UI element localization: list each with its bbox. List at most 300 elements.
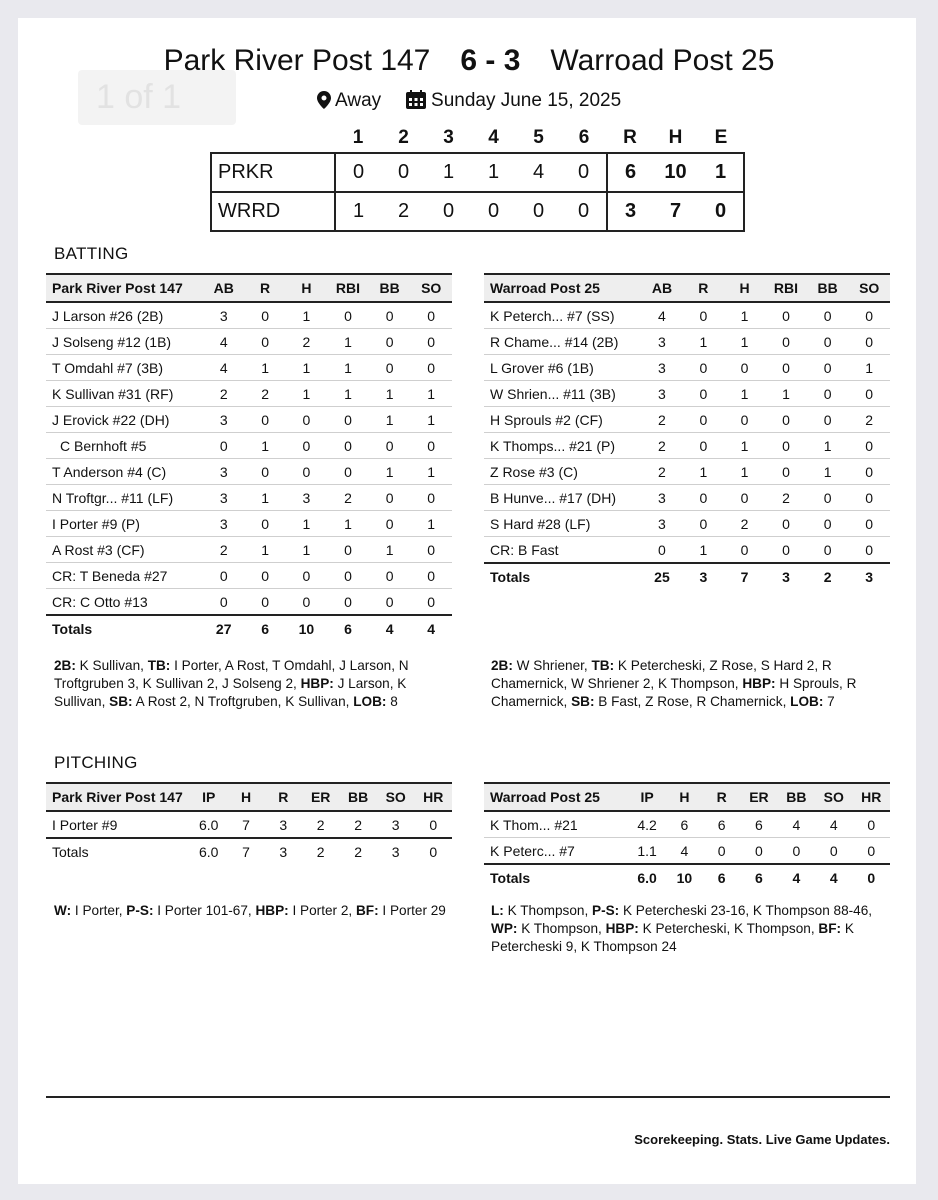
player-row bbox=[484, 485, 890, 511]
line-score-header: 4 bbox=[488, 127, 499, 148]
player-stat: 0 bbox=[683, 511, 724, 537]
totals-label: Totals bbox=[46, 838, 190, 864]
line-score-header: 2 bbox=[398, 127, 409, 148]
player-stat: 0 bbox=[683, 485, 724, 511]
player-stat: 3 bbox=[203, 485, 245, 511]
player-stat: 3 bbox=[641, 355, 683, 381]
player-stat: 1 bbox=[245, 433, 286, 459]
line-score-runs: 6 bbox=[607, 153, 653, 192]
player-stat: 1 bbox=[286, 511, 327, 537]
player-stat: 2 bbox=[245, 381, 286, 407]
line-score-inning: 0 bbox=[561, 192, 607, 231]
line-score-corner bbox=[211, 124, 335, 153]
player-stat: 2 bbox=[327, 485, 369, 511]
player-stat: 1 bbox=[848, 355, 890, 381]
player-stat: 0 bbox=[286, 589, 327, 616]
totals-stat: 6 bbox=[327, 615, 369, 641]
box-header-row bbox=[484, 274, 890, 302]
pitching-notes-park-river bbox=[54, 902, 454, 920]
note-label: HBP: bbox=[300, 676, 334, 691]
box-stat-header: IP bbox=[628, 783, 665, 811]
note-label: W: bbox=[54, 903, 72, 918]
box-stat-header: SO bbox=[377, 783, 415, 811]
note-label: BF: bbox=[818, 921, 842, 936]
player-stat: 1 bbox=[410, 407, 452, 433]
line-score-header: R bbox=[623, 127, 637, 148]
player-stat: 0 bbox=[765, 407, 807, 433]
player-row bbox=[46, 563, 452, 589]
box-stat-header: H bbox=[724, 274, 765, 302]
note-text: K Petercheski, K Thompson, bbox=[638, 921, 819, 936]
box-team-header: Park River Post 147 bbox=[46, 783, 190, 811]
note-label: P-S: bbox=[592, 903, 620, 918]
player-stat: 0 bbox=[286, 433, 327, 459]
line-score-inning: 2 bbox=[381, 192, 426, 231]
player-stat: 1 bbox=[724, 381, 765, 407]
player-stat: 1 bbox=[724, 302, 765, 329]
player-stat: 2 bbox=[203, 537, 245, 563]
line-score-inning: 1 bbox=[471, 153, 516, 192]
box-stat-header: BB bbox=[339, 783, 377, 811]
calendar-icon bbox=[406, 90, 426, 109]
batting-section-title: BATTING bbox=[54, 244, 129, 263]
player-stat: 3 bbox=[265, 811, 302, 838]
player-stat: 2 bbox=[641, 407, 683, 433]
player-stat: 0 bbox=[286, 459, 327, 485]
player-stat: 0 bbox=[369, 355, 411, 381]
note-text: J Larson, K Sullivan, bbox=[54, 676, 407, 709]
player-stat: 0 bbox=[848, 329, 890, 355]
player-stat: 0 bbox=[683, 302, 724, 329]
player-row bbox=[46, 329, 452, 355]
pitching-section-title: PITCHING bbox=[54, 753, 138, 772]
totals-stat: 4 bbox=[410, 615, 452, 641]
player-row bbox=[46, 381, 452, 407]
player-name: L Grover #6 (1B) bbox=[484, 355, 641, 381]
player-name: S Hard #28 (LF) bbox=[484, 511, 641, 537]
player-stat: 1 bbox=[286, 355, 327, 381]
game-date: Sunday June 15, 2025 bbox=[431, 90, 622, 111]
player-stat: 0 bbox=[245, 407, 286, 433]
totals-stat: 0 bbox=[853, 864, 891, 890]
player-name: CR: T Beneda #27 bbox=[46, 563, 203, 589]
line-score-inning: 0 bbox=[561, 153, 607, 192]
player-stat: 2 bbox=[641, 459, 683, 485]
location-pin-icon bbox=[317, 91, 331, 109]
player-row bbox=[46, 459, 452, 485]
player-stat: 0 bbox=[327, 407, 369, 433]
totals-stat: 6.0 bbox=[190, 838, 227, 864]
note-label: BF: bbox=[355, 903, 379, 918]
batting-notes-park-river bbox=[54, 657, 454, 711]
player-stat: 0 bbox=[724, 355, 765, 381]
note-label: WP: bbox=[491, 921, 518, 936]
note-text: I Porter 101-67, bbox=[153, 903, 256, 918]
player-stat: 0 bbox=[765, 433, 807, 459]
note-text: W Shriener, bbox=[512, 658, 592, 673]
player-name: W Shrien... #11 (3B) bbox=[484, 381, 641, 407]
totals-label: Totals bbox=[46, 615, 203, 641]
box-stat-header: H bbox=[227, 783, 264, 811]
player-row bbox=[46, 302, 452, 329]
player-stat: 0 bbox=[641, 537, 683, 564]
totals-stat: 4 bbox=[815, 864, 852, 890]
totals-label: Totals bbox=[484, 864, 628, 890]
player-stat: 0 bbox=[765, 459, 807, 485]
player-stat: 1 bbox=[683, 537, 724, 564]
player-stat: 0 bbox=[848, 485, 890, 511]
player-row bbox=[46, 355, 452, 381]
player-stat: 0 bbox=[327, 537, 369, 563]
box-stat-header: R bbox=[245, 274, 286, 302]
player-stat: 1 bbox=[245, 355, 286, 381]
player-stat: 0 bbox=[245, 459, 286, 485]
player-stat: 0 bbox=[410, 485, 452, 511]
totals-stat: 3 bbox=[377, 838, 415, 864]
player-stat: 1 bbox=[286, 537, 327, 563]
box-stat-header: R bbox=[703, 783, 740, 811]
player-stat: 2 bbox=[339, 811, 377, 838]
note-text: A Rost 2, N Troftgruben, K Sullivan, bbox=[132, 694, 354, 709]
player-stat: 0 bbox=[815, 838, 852, 865]
player-stat: 0 bbox=[724, 407, 765, 433]
note-text: K Thompson, bbox=[517, 921, 606, 936]
player-stat: 0 bbox=[327, 302, 369, 329]
line-score-row bbox=[211, 153, 744, 192]
player-stat: 0 bbox=[286, 407, 327, 433]
player-stat: 0 bbox=[327, 459, 369, 485]
line-score-header: H bbox=[668, 127, 683, 148]
player-name: H Sprouls #2 (CF) bbox=[484, 407, 641, 433]
player-stat: 0 bbox=[683, 407, 724, 433]
player-stat: 0 bbox=[807, 485, 849, 511]
player-stat: 0 bbox=[765, 537, 807, 564]
player-name: T Omdahl #7 (3B) bbox=[46, 355, 203, 381]
player-stat: 0 bbox=[369, 563, 411, 589]
game-meta bbox=[0, 90, 938, 112]
line-score-header: E bbox=[714, 127, 728, 148]
note-label: 2B: bbox=[491, 658, 513, 673]
player-stat: 3 bbox=[203, 302, 245, 329]
player-stat: 1 bbox=[369, 381, 411, 407]
player-stat: 1 bbox=[683, 329, 724, 355]
totals-stat: 27 bbox=[203, 615, 245, 641]
player-stat: 3 bbox=[641, 381, 683, 407]
player-stat: 0 bbox=[807, 329, 849, 355]
totals-row bbox=[484, 864, 890, 890]
player-stat: 3 bbox=[203, 459, 245, 485]
player-row bbox=[484, 302, 890, 329]
player-stat: 0 bbox=[683, 433, 724, 459]
totals-stat: 3 bbox=[848, 563, 890, 589]
player-stat: 4 bbox=[778, 811, 815, 838]
note-label: LOB: bbox=[790, 694, 824, 709]
away-team-name: Warroad Post 25 bbox=[550, 44, 775, 77]
player-stat: 0 bbox=[203, 589, 245, 616]
note-label: TB: bbox=[147, 658, 171, 673]
note-label: HBP: bbox=[255, 903, 289, 918]
totals-row bbox=[46, 615, 452, 641]
player-stat: 0 bbox=[683, 355, 724, 381]
totals-stat: 4 bbox=[778, 864, 815, 890]
note-label: SB: bbox=[109, 694, 133, 709]
player-stat: 0 bbox=[245, 589, 286, 616]
totals-stat: 0 bbox=[414, 838, 452, 864]
totals-row bbox=[484, 563, 890, 589]
player-stat: 0 bbox=[410, 433, 452, 459]
line-score-hits: 10 bbox=[653, 153, 698, 192]
player-stat: 0 bbox=[848, 381, 890, 407]
player-name: I Porter #9 (P) bbox=[46, 511, 203, 537]
box-team-header: Warroad Post 25 bbox=[484, 783, 628, 811]
line-score-hits: 7 bbox=[653, 192, 698, 231]
player-name: K Peterc... #7 bbox=[484, 838, 628, 865]
player-stat: 1 bbox=[410, 459, 452, 485]
player-name: C Bernhoft #5 bbox=[46, 433, 203, 459]
player-stat: 1 bbox=[410, 511, 452, 537]
player-row bbox=[484, 381, 890, 407]
note-text: K Thompson, bbox=[503, 903, 592, 918]
player-name: I Porter #9 bbox=[46, 811, 190, 838]
player-stat: 6.0 bbox=[190, 811, 227, 838]
note-label: SB: bbox=[571, 694, 595, 709]
player-stat: 0 bbox=[327, 589, 369, 616]
player-stat: 1 bbox=[724, 433, 765, 459]
note-text: 7 bbox=[823, 694, 835, 709]
box-stat-header: SO bbox=[815, 783, 852, 811]
note-text: I Porter 29 bbox=[378, 903, 446, 918]
box-stat-header: ER bbox=[740, 783, 777, 811]
line-score-errors: 0 bbox=[698, 192, 744, 231]
player-stat: 0 bbox=[848, 537, 890, 564]
box-stat-header: H bbox=[286, 274, 327, 302]
box-stat-header: BB bbox=[807, 274, 849, 302]
player-stat: 0 bbox=[740, 838, 777, 865]
player-stat: 0 bbox=[369, 433, 411, 459]
player-stat: 0 bbox=[683, 381, 724, 407]
box-stat-header: H bbox=[666, 783, 703, 811]
player-stat: 1 bbox=[765, 381, 807, 407]
player-stat: 3 bbox=[203, 511, 245, 537]
player-row bbox=[46, 511, 452, 537]
line-score-header: 6 bbox=[578, 127, 590, 148]
note-text: B Fast, Z Rose, R Chamernick, bbox=[594, 694, 791, 709]
player-stat: 2 bbox=[203, 381, 245, 407]
totals-stat: 6.0 bbox=[628, 864, 665, 890]
box-header-row bbox=[46, 783, 452, 811]
player-row bbox=[484, 511, 890, 537]
totals-stat: 10 bbox=[286, 615, 327, 641]
totals-stat: 3 bbox=[683, 563, 724, 589]
note-text: I Porter, A Rost, T Omdahl, J Larson, N Troftgruben 3, K Sullivan 2, J Solseng 2, bbox=[54, 658, 409, 691]
line-score-row bbox=[211, 192, 744, 231]
box-stat-header: RBI bbox=[327, 274, 369, 302]
player-stat: 1 bbox=[245, 485, 286, 511]
batting-table-park-river bbox=[46, 273, 452, 641]
player-stat: 0 bbox=[703, 838, 740, 865]
box-stat-header: AB bbox=[203, 274, 245, 302]
player-stat: 0 bbox=[410, 563, 452, 589]
line-score-inning: 0 bbox=[426, 192, 471, 231]
player-stat: 6 bbox=[703, 811, 740, 838]
player-stat: 3 bbox=[641, 511, 683, 537]
player-row bbox=[484, 537, 890, 564]
player-name: A Rost #3 (CF) bbox=[46, 537, 203, 563]
note-text: 8 bbox=[386, 694, 398, 709]
player-row bbox=[484, 329, 890, 355]
player-name: B Hunve... #17 (DH) bbox=[484, 485, 641, 511]
player-stat: 0 bbox=[848, 433, 890, 459]
player-stat: 2 bbox=[848, 407, 890, 433]
player-stat: 2 bbox=[641, 433, 683, 459]
player-stat: 0 bbox=[245, 511, 286, 537]
box-stat-header: BB bbox=[369, 274, 411, 302]
player-stat: 0 bbox=[369, 329, 411, 355]
box-header-row bbox=[484, 783, 890, 811]
box-team-header: Warroad Post 25 bbox=[484, 274, 641, 302]
line-score-inning: 1 bbox=[335, 192, 381, 231]
line-score-inning: 4 bbox=[516, 153, 561, 192]
game-title bbox=[0, 44, 938, 78]
player-stat: 0 bbox=[410, 329, 452, 355]
totals-stat: 2 bbox=[339, 838, 377, 864]
player-stat: 0 bbox=[369, 589, 411, 616]
player-name: J Erovick #22 (DH) bbox=[46, 407, 203, 433]
player-row bbox=[46, 589, 452, 616]
player-stat: 0 bbox=[807, 302, 849, 329]
player-stat: 4.2 bbox=[628, 811, 665, 838]
player-stat: 0 bbox=[724, 537, 765, 564]
line-score-header: 3 bbox=[443, 127, 454, 148]
player-stat: 0 bbox=[807, 511, 849, 537]
note-text: K Petercheski 23-16, K Thompson 88-46, bbox=[619, 903, 873, 918]
note-text: H Sprouls, R Chamernick, bbox=[491, 676, 857, 709]
player-stat: 1 bbox=[410, 381, 452, 407]
player-stat: 0 bbox=[245, 563, 286, 589]
totals-stat: 6 bbox=[740, 864, 777, 890]
box-stat-header: R bbox=[683, 274, 724, 302]
player-stat: 0 bbox=[848, 302, 890, 329]
player-stat: 0 bbox=[245, 329, 286, 355]
player-stat: 0 bbox=[853, 811, 891, 838]
player-row bbox=[46, 537, 452, 563]
box-stat-header: R bbox=[265, 783, 302, 811]
box-stat-header: IP bbox=[190, 783, 227, 811]
box-team-header: Park River Post 147 bbox=[46, 274, 203, 302]
player-stat: 0 bbox=[765, 355, 807, 381]
player-stat: 0 bbox=[807, 381, 849, 407]
player-stat: 6 bbox=[740, 811, 777, 838]
player-name: K Sullivan #31 (RF) bbox=[46, 381, 203, 407]
footer-divider bbox=[46, 1096, 890, 1098]
player-stat: 0 bbox=[410, 537, 452, 563]
line-score-team: PRKR bbox=[211, 153, 335, 192]
totals-label: Totals bbox=[484, 563, 641, 589]
player-name: CR: B Fast bbox=[484, 537, 641, 564]
pitching-table-park-river bbox=[46, 782, 452, 864]
note-label: 2B: bbox=[54, 658, 76, 673]
player-stat: 1 bbox=[807, 459, 849, 485]
totals-stat: 10 bbox=[666, 864, 703, 890]
player-row bbox=[484, 355, 890, 381]
batting-notes-warroad bbox=[491, 657, 891, 711]
box-stat-header: HR bbox=[414, 783, 452, 811]
final-score: 6 - 3 bbox=[460, 44, 521, 77]
player-stat: 4 bbox=[641, 302, 683, 329]
player-stat: 4 bbox=[203, 329, 245, 355]
player-name: K Thom... #21 bbox=[484, 811, 628, 838]
player-stat: 7 bbox=[227, 811, 264, 838]
line-score-team: WRRD bbox=[211, 192, 335, 231]
note-text: I Porter, bbox=[71, 903, 127, 918]
totals-stat: 6 bbox=[703, 864, 740, 890]
player-stat: 0 bbox=[203, 563, 245, 589]
note-text: K Petercheski 9, K Thompson 24 bbox=[491, 921, 854, 954]
totals-stat: 2 bbox=[807, 563, 849, 589]
totals-stat: 2 bbox=[302, 838, 339, 864]
player-row bbox=[484, 811, 890, 838]
note-text: K Sullivan, bbox=[75, 658, 148, 673]
line-score-inning: 0 bbox=[471, 192, 516, 231]
player-stat: 0 bbox=[778, 838, 815, 865]
line-score-inning: 0 bbox=[381, 153, 426, 192]
note-label: HBP: bbox=[742, 676, 776, 691]
note-label: LOB: bbox=[353, 694, 387, 709]
player-stat: 2 bbox=[724, 511, 765, 537]
player-stat: 1 bbox=[369, 407, 411, 433]
player-stat: 1 bbox=[286, 302, 327, 329]
player-stat: 1 bbox=[327, 329, 369, 355]
player-stat: 1 bbox=[327, 381, 369, 407]
player-stat: 0 bbox=[765, 302, 807, 329]
player-stat: 0 bbox=[286, 563, 327, 589]
player-stat: 1 bbox=[369, 537, 411, 563]
player-stat: 1 bbox=[724, 459, 765, 485]
home-team-name: Park River Post 147 bbox=[163, 44, 431, 77]
player-row bbox=[46, 433, 452, 459]
player-stat: 0 bbox=[414, 811, 452, 838]
line-score-inning: 0 bbox=[335, 153, 381, 192]
box-stat-header: RBI bbox=[765, 274, 807, 302]
player-name: T Anderson #4 (C) bbox=[46, 459, 203, 485]
box-stat-header: HR bbox=[853, 783, 891, 811]
player-stat: 1 bbox=[327, 355, 369, 381]
player-stat: 0 bbox=[765, 511, 807, 537]
player-row bbox=[484, 838, 890, 865]
note-text: K Petercheski, Z Rose, S Hard 2, R Chamernick, W Shriener 2, K Thompson, bbox=[491, 658, 832, 691]
player-stat: 0 bbox=[369, 302, 411, 329]
player-row bbox=[46, 485, 452, 511]
player-name: J Solseng #12 (1B) bbox=[46, 329, 203, 355]
player-stat: 0 bbox=[327, 563, 369, 589]
player-row bbox=[484, 459, 890, 485]
totals-stat: 7 bbox=[724, 563, 765, 589]
totals-row bbox=[46, 838, 452, 864]
batting-table-warroad bbox=[484, 273, 890, 589]
player-name: CR: C Otto #13 bbox=[46, 589, 203, 616]
player-stat: 0 bbox=[765, 329, 807, 355]
totals-stat: 3 bbox=[765, 563, 807, 589]
player-stat: 1.1 bbox=[628, 838, 665, 865]
pitching-table-warroad bbox=[484, 782, 890, 890]
player-stat: 4 bbox=[815, 811, 852, 838]
player-name: Z Rose #3 (C) bbox=[484, 459, 641, 485]
player-stat: 2 bbox=[765, 485, 807, 511]
player-stat: 0 bbox=[203, 433, 245, 459]
player-stat: 0 bbox=[853, 838, 891, 865]
player-name: J Larson #26 (2B) bbox=[46, 302, 203, 329]
player-stat: 1 bbox=[286, 381, 327, 407]
